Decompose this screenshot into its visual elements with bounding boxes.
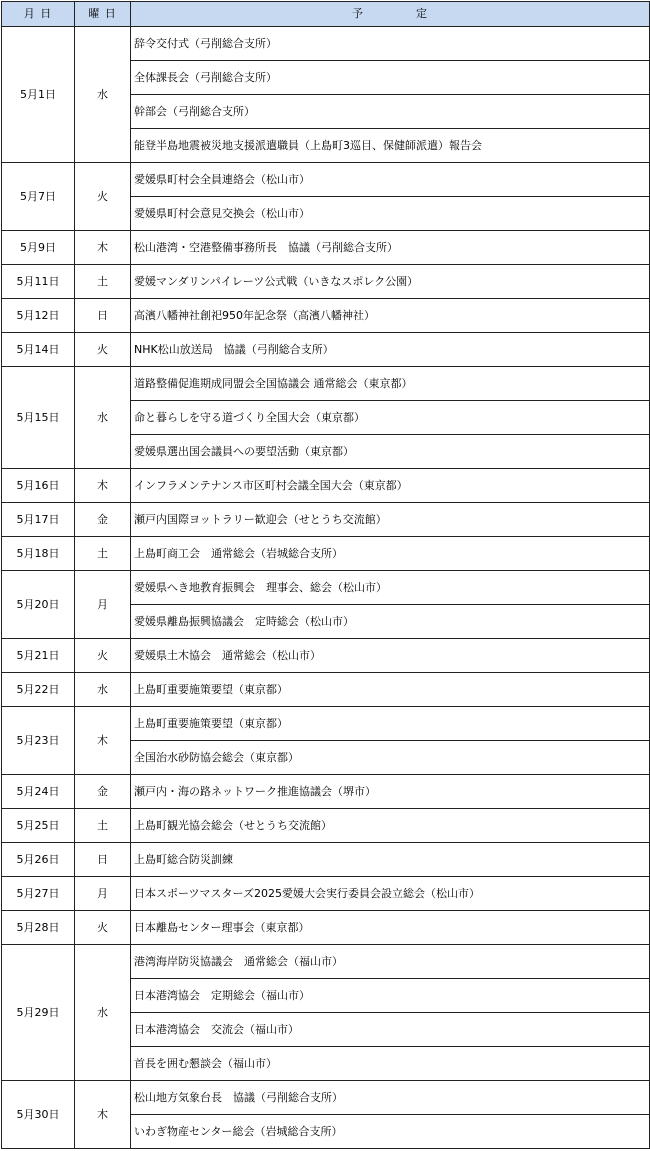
event-cell: 愛媛県土木協会 通常総会（松山市） — [131, 639, 650, 673]
date-cell: 5月9日 — [2, 231, 75, 265]
date-cell: 5月28日 — [2, 911, 75, 945]
date-cell: 5月27日 — [2, 877, 75, 911]
date-cell: 5月7日 — [2, 163, 75, 231]
table-row — [2, 367, 650, 401]
table-row — [2, 809, 650, 843]
table-row — [2, 231, 650, 265]
table-row — [2, 299, 650, 333]
date-cell: 5月25日 — [2, 809, 75, 843]
weekday-cell: 木 — [75, 707, 131, 775]
weekday-cell: 木 — [75, 469, 131, 503]
date-cell: 5月21日 — [2, 639, 75, 673]
table-row — [2, 503, 650, 537]
event-cell: 全体課長会（弓削総合支所） — [131, 61, 650, 95]
date-cell: 5月29日 — [2, 945, 75, 1081]
event-cell: 愛媛マンダリンパイレーツ公式戦（いきなスポレク公園） — [131, 265, 650, 299]
header-dow: 曜 日 — [75, 2, 131, 27]
event-cell: 愛媛県町村会意見交換会（松山市） — [131, 197, 650, 231]
event-cell: 日本離島センター理事会（東京都） — [131, 911, 650, 945]
date-cell: 5月20日 — [2, 571, 75, 639]
date-cell: 5月1日 — [2, 27, 75, 163]
header-plan-char-2: 定 — [416, 7, 428, 20]
event-cell: 瀬戸内・海の路ネットワーク推進協議会（堺市） — [131, 775, 650, 809]
event-cell: 上島町重要施策要望（東京都） — [131, 673, 650, 707]
table-row — [2, 163, 650, 197]
table-row — [2, 639, 650, 673]
table-row — [2, 27, 650, 61]
header-row — [2, 2, 650, 27]
date-cell: 5月12日 — [2, 299, 75, 333]
event-cell: いわぎ物産センター総会（岩城総合支所） — [131, 1115, 650, 1149]
table-row — [2, 877, 650, 911]
event-cell: 首長を囲む懇談会（福山市） — [131, 1047, 650, 1081]
date-cell: 5月26日 — [2, 843, 75, 877]
weekday-cell: 金 — [75, 775, 131, 809]
weekday-cell: 木 — [75, 231, 131, 265]
event-cell: 上島町商工会 通常総会（岩城総合支所） — [131, 537, 650, 571]
date-cell: 5月16日 — [2, 469, 75, 503]
weekday-cell: 水 — [75, 673, 131, 707]
event-cell: 高濱八幡神社創祀950年記念祭（高濱八幡神社） — [131, 299, 650, 333]
header-plan — [131, 2, 650, 27]
event-cell: 松山地方気象台長 協議（弓削総合支所） — [131, 1081, 650, 1115]
weekday-cell: 水 — [75, 27, 131, 163]
event-cell: NHK松山放送局 協議（弓削総合支所） — [131, 333, 650, 367]
table-row — [2, 843, 650, 877]
weekday-cell: 火 — [75, 639, 131, 673]
weekday-cell: 火 — [75, 163, 131, 231]
weekday-cell: 日 — [75, 299, 131, 333]
table-row — [2, 945, 650, 979]
event-cell: 日本スポーツマスターズ2025愛媛大会実行委員会設立総会（松山市） — [131, 877, 650, 911]
event-cell: 港湾海岸防災協議会 通常総会（福山市） — [131, 945, 650, 979]
event-cell: 道路整備促進期成同盟会全国協議会 通常総会（東京都） — [131, 367, 650, 401]
event-cell: 命と暮らしを守る道づくり全国大会（東京都） — [131, 401, 650, 435]
date-cell: 5月24日 — [2, 775, 75, 809]
table-row — [2, 469, 650, 503]
date-cell: 5月17日 — [2, 503, 75, 537]
event-cell: 日本港湾協会 交流会（福山市） — [131, 1013, 650, 1047]
date-cell: 5月22日 — [2, 673, 75, 707]
event-cell: 松山港湾・空港整備事務所長 協議（弓削総合支所） — [131, 231, 650, 265]
event-cell: 日本港湾協会 定期総会（福山市） — [131, 979, 650, 1013]
weekday-cell: 土 — [75, 809, 131, 843]
table-row — [2, 775, 650, 809]
date-cell: 5月18日 — [2, 537, 75, 571]
schedule-body — [2, 27, 650, 1149]
event-cell: 上島町総合防災訓練 — [131, 843, 650, 877]
table-row — [2, 1081, 650, 1115]
event-cell: 愛媛県へき地教育振興会 理事会、総会（松山市） — [131, 571, 650, 605]
date-cell: 5月23日 — [2, 707, 75, 775]
table-row — [2, 537, 650, 571]
event-cell: 上島町観光協会総会（せとうち交流館） — [131, 809, 650, 843]
event-cell: 愛媛県離島振興協議会 定時総会（松山市） — [131, 605, 650, 639]
header-plan-char-1: 予 — [352, 7, 364, 20]
weekday-cell: 土 — [75, 265, 131, 299]
date-cell: 5月15日 — [2, 367, 75, 469]
event-cell: 瀬戸内国際ヨットラリー歓迎会（せとうち交流館） — [131, 503, 650, 537]
weekday-cell: 金 — [75, 503, 131, 537]
table-row — [2, 673, 650, 707]
table-row — [2, 707, 650, 741]
weekday-cell: 水 — [75, 945, 131, 1081]
weekday-cell: 月 — [75, 571, 131, 639]
event-cell: 辞令交付式（弓削総合支所） — [131, 27, 650, 61]
table-row — [2, 571, 650, 605]
event-cell: 能登半島地震被災地支援派遣職員（上島町3巡目、保健師派遣）報告会 — [131, 129, 650, 163]
event-cell: 全国治水砂防協会総会（東京都） — [131, 741, 650, 775]
table-row — [2, 911, 650, 945]
event-cell: 上島町重要施策要望（東京都） — [131, 707, 650, 741]
date-cell: 5月14日 — [2, 333, 75, 367]
event-cell: 愛媛県町村会全員連絡会（松山市） — [131, 163, 650, 197]
weekday-cell: 日 — [75, 843, 131, 877]
date-cell: 5月11日 — [2, 265, 75, 299]
event-cell: 愛媛県選出国会議員への要望活動（東京都） — [131, 435, 650, 469]
weekday-cell: 月 — [75, 877, 131, 911]
header-date: 月 日 — [2, 2, 75, 27]
weekday-cell: 土 — [75, 537, 131, 571]
weekday-cell: 木 — [75, 1081, 131, 1149]
weekday-cell: 水 — [75, 367, 131, 469]
event-cell: インフラメンテナンス市区町村会議全国大会（東京都） — [131, 469, 650, 503]
date-cell: 5月30日 — [2, 1081, 75, 1149]
weekday-cell: 火 — [75, 911, 131, 945]
weekday-cell: 火 — [75, 333, 131, 367]
table-row — [2, 265, 650, 299]
event-cell: 幹部会（弓削総合支所） — [131, 95, 650, 129]
schedule-table — [1, 1, 650, 1149]
table-row — [2, 333, 650, 367]
